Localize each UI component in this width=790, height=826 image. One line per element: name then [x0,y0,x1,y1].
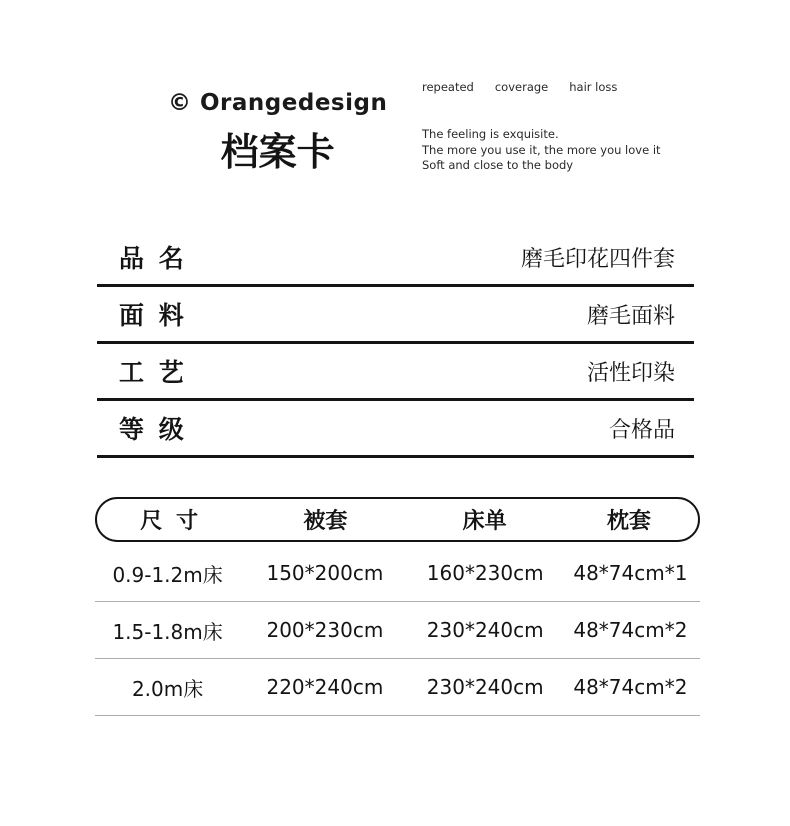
feature-label-hair-loss: hair loss [569,80,618,94]
feature-label-repeated: repeated [422,80,474,94]
spec-value: 磨毛印花四件套 [520,246,675,272]
size-col-header-bed-sheet: 床单 [462,509,507,534]
size-table [95,497,700,716]
size-row-2 [95,602,700,659]
brand-logo: © Orangedesign [168,90,388,116]
size-cell: 200*230cm [266,618,384,642]
size-col-header-pillowcase: 枕套 [606,509,651,534]
size-cell: 48*74cm*2 [573,618,688,642]
slogan-line-3: Soft and close to the body [422,158,574,172]
feature-label-coverage: coverage [494,80,549,94]
size-cell: 160*230cm [426,561,544,585]
size-col-header-size: 尺 寸 [140,509,198,534]
size-row-1 [95,545,700,602]
spec-value: 合格品 [608,417,675,443]
brand-block [168,90,387,176]
spec-row-craft [97,344,694,401]
spec-row-fabric [97,287,694,344]
card-title: 档案卡 [220,130,335,174]
size-cell: 230*240cm [426,618,544,642]
spec-value: 磨毛面料 [586,303,675,329]
size-row-3 [95,659,700,716]
spec-label: 工 艺 [119,358,184,387]
size-cell: 220*240cm [266,675,384,699]
header-right-block [422,80,722,174]
spec-value: 活性印染 [586,360,675,386]
size-cell: 0.9-1.2m床 [112,562,223,587]
spec-label: 品 名 [119,244,184,273]
spec-row-product-name [97,230,694,287]
spec-label: 等 级 [119,415,184,444]
size-cell: 1.5-1.8m床 [112,619,223,644]
spec-row-grade [97,401,694,458]
size-cell: 2.0m床 [131,676,204,701]
spec-table [97,230,694,458]
size-cell: 150*200cm [266,561,384,585]
size-table-body [95,545,700,716]
slogan-lines [422,127,722,174]
size-cell: 48*74cm*1 [573,561,688,585]
size-table-header [95,497,700,542]
feature-labels [422,80,722,94]
spec-label: 面 料 [119,301,184,330]
size-cell: 230*240cm [426,675,544,699]
slogan-line-2: The more you use it, the more you love it [422,142,661,157]
size-cell: 48*74cm*2 [573,675,688,699]
slogan-line-1: The feeling is exquisite. [422,127,559,141]
size-col-header-duvet-cover: 被套 [303,509,348,534]
